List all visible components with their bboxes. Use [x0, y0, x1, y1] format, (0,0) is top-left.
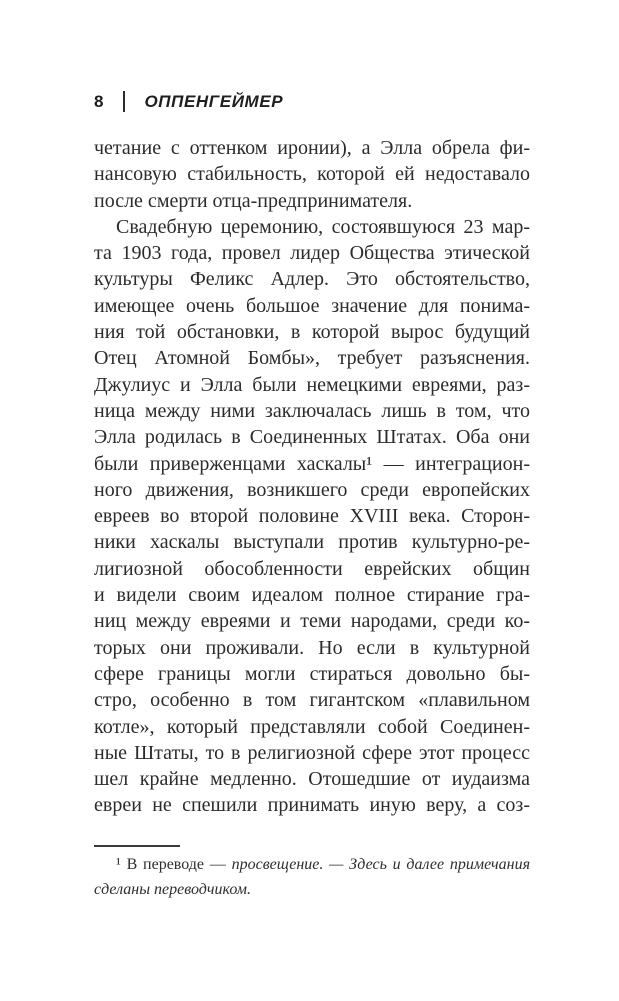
text-line: ния той обстановки, в которой вырос будущий — [94, 321, 530, 344]
text-line: лигиозной обособленности еврейских общин — [94, 557, 530, 580]
text-line: котле», который представляли собой Соединен- — [94, 715, 530, 738]
text-line: ниц между евреями и теми народами, среди ко- — [94, 610, 530, 633]
text-line: ные Штаты, то в религиозной сфере этот процесс — [94, 741, 530, 764]
text-line: стро, особенно в том гигантском «плавильном — [94, 689, 530, 712]
text-line: евреев во второй половине XVIII века. Сторон- — [94, 505, 530, 528]
text-line: имеющее очень большое значение для понима- — [94, 294, 530, 317]
running-header — [94, 90, 283, 113]
footnote-rule — [94, 845, 180, 847]
text-line: ница между ними заключалась лишь в том, что — [94, 399, 530, 422]
text-line: евреи не спешили принимать иную веру, а соз- — [94, 794, 530, 817]
text-line: были приверженцами хаскалы¹ — интеграцион- — [94, 452, 530, 475]
text-line: ники хаскалы выступали против культурно-ре- — [94, 531, 530, 554]
text-line: ного движения, возникшего среди европейских — [94, 478, 530, 501]
footnote-line — [94, 852, 530, 877]
text-line: Джулиус и Элла были немецкими евреями, раз- — [94, 373, 530, 396]
text-line: сфере границы могли стираться довольно бы- — [94, 662, 530, 685]
text-line: и видели своим идеалом полное стирание гра- — [94, 584, 530, 607]
text-line: после смерти отца-предпринимателя. — [94, 189, 413, 212]
footnote-segment: просвещение. — Здесь и далее примечания — [231, 856, 531, 873]
footnote-segment: ¹ В переводе — — [116, 856, 232, 873]
text-line: торых они проживали. Но если в культурной — [94, 636, 530, 659]
text-line: нансовую стабильность, которой ей недоставало — [94, 163, 530, 186]
footnote-segment: сделаны переводчиком. — [94, 881, 251, 898]
text-line: та 1903 года, провел лидер Общества этической — [94, 242, 530, 265]
page-number: 8 — [94, 92, 104, 111]
footnote-text — [94, 852, 530, 902]
footnote-line — [94, 877, 530, 902]
text-line: шел крайне медленно. Отошедшие от иудаизма — [94, 768, 530, 791]
text-line: Элла родилась в Соединенных Штатах. Оба они — [94, 426, 530, 449]
header-separator-bar — [123, 91, 125, 112]
text-line: четание с оттенком иронии), а Элла обрела фи- — [94, 137, 530, 159]
text-line: культуры Феликс Адлер. Это обстоятельство, — [94, 268, 530, 291]
text-line: Отец Атомной Бомбы», требует разъяснения. — [94, 347, 530, 370]
body-text — [94, 135, 530, 819]
running-title: ОППЕНГЕЙМЕР — [144, 92, 284, 111]
text-line: Свадебную церемонию, состоявшуюся 23 мар- — [116, 215, 530, 238]
